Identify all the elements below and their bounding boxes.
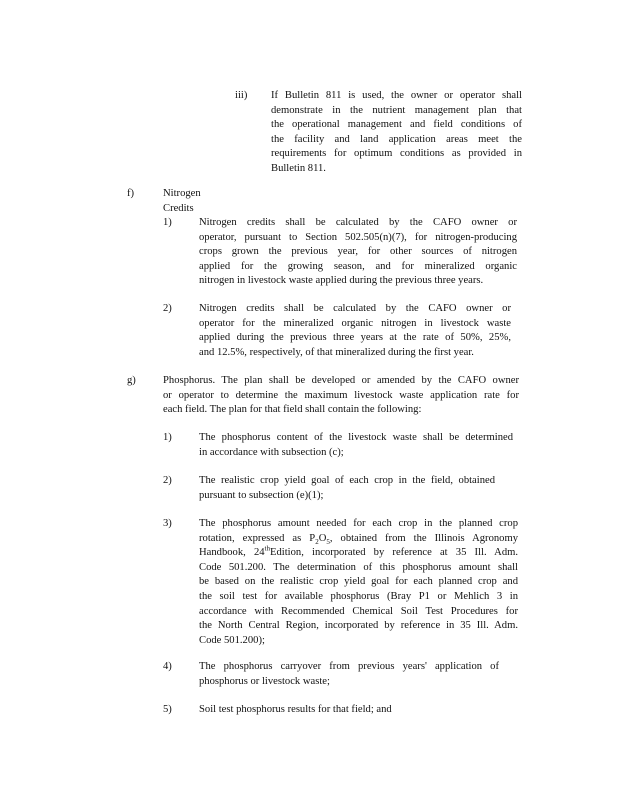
item-marker: 2) bbox=[163, 303, 172, 314]
item-marker: 1) bbox=[163, 432, 172, 443]
item-text: The phosphorus amount needed for each crop in the planned crop rotation, expressed as $P_2O_5$, obtained from the Illinois Agronomy Handbook, 24thEdition, incorporated by reference at 35 Ill. Adm. Code 501.200. The determination of this phosphorus amount shall be based on the realistic crop yield goal for each planned crop and the soil test for available phosphorus (Bray P1 or Mehlich 3 in accordance with Recommended Chemical Soil Test Procedures for the North Central Region, incorporated by reference in 35 Ill. Adm. Code 501.200); bbox=[199, 518, 519, 646]
item-text: Nitrogen credits shall be calculated by the CAFO owner or operator, pursuant to Section 502.505(n)(7), for nitrogen-producing crops grown the previous year, for other sources of nitrogen applied for the growing season, and for mineralized organic nitrogen in livestock waste applied during the previous three years. bbox=[199, 217, 517, 287]
item-text: Soil test phosphorus results for that field; and bbox=[199, 704, 392, 715]
item-marker: 5) bbox=[163, 704, 172, 715]
section-marker: f) bbox=[127, 188, 135, 199]
section-heading: Nitrogen Credits bbox=[163, 188, 201, 214]
item-marker: 4) bbox=[163, 661, 172, 672]
section-text: Phosphorus. The plan shall be developed or amended by the CAFO owner or operator to determine the maximum livestock waste application rate for each field. The plan for that field shall contain the following: bbox=[163, 375, 519, 416]
subitem-text: If Bulletin 811 is used, the owner or operator shall demonstrate in the nutrient management plan that the operational management and field conditions of the facility and land application areas meet the requirements for optimum conditions as provided in Bulletin 811. bbox=[271, 90, 522, 174]
item-marker: 2) bbox=[163, 475, 172, 486]
item-text: The phosphorus content of the livestock waste shall be determined in accordance with subsection (c); bbox=[199, 432, 513, 458]
subitem-marker: iii) bbox=[235, 90, 248, 101]
item-marker: 3) bbox=[163, 518, 172, 529]
item-marker: 1) bbox=[163, 217, 172, 228]
item-text: Nitrogen credits shall be calculated by the CAFO owner or operator for the mineralized organic nitrogen in livestock waste applied during the previous three years at the rate of 50%, 25%, and 12.5%, respectively, of that mineralized during the first year. bbox=[199, 303, 511, 358]
section-marker: g) bbox=[127, 375, 136, 386]
item-text: The realistic crop yield goal of each crop in the field, obtained pursuant to subsection (e)(1); bbox=[199, 475, 495, 501]
item-text: The phosphorus carryover from previous years' application of phosphorus or livestock waste; bbox=[199, 661, 499, 687]
